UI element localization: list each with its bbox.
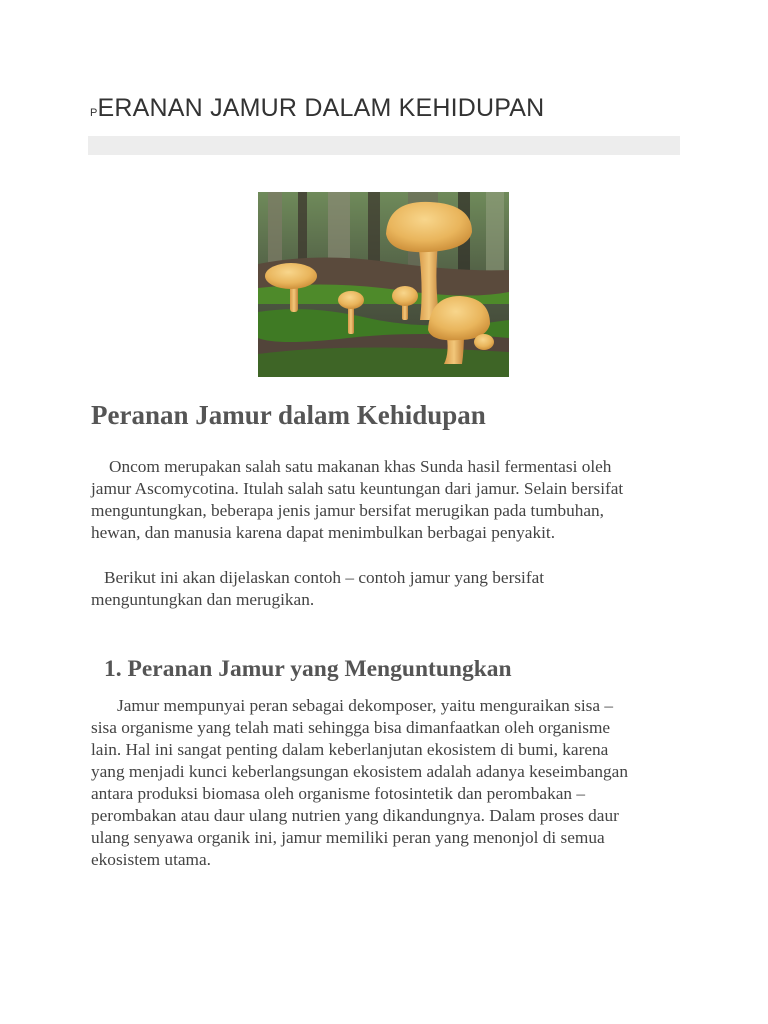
followup-line: menguntungkan dan merugikan. bbox=[91, 590, 315, 609]
section1-paragraph bbox=[91, 695, 691, 871]
followup-line: Berikut ini akan dijelaskan contoh – contoh jamur yang bersifat bbox=[104, 568, 545, 587]
header-divider-bar bbox=[88, 136, 680, 155]
followup-paragraph bbox=[91, 567, 691, 611]
section1-line: antara produksi biomasa oleh organisme fotosintetik dan perombakan – bbox=[91, 784, 585, 803]
section1-line: Jamur mempunyai peran sebagai dekomposer, yaitu menguraikan sisa – bbox=[117, 696, 614, 715]
section1-line: ulang senyawa organik ini, jamur memiliki peran yang menonjol di semua bbox=[91, 828, 605, 847]
intro-line: Oncom merupakan salah satu makanan khas Sunda hasil fermentasi oleh bbox=[109, 457, 612, 476]
section-heading: 1. Peranan Jamur yang Menguntungkan bbox=[104, 656, 512, 682]
section1-line: ekosistem utama. bbox=[91, 850, 211, 869]
header-initial: P bbox=[90, 107, 98, 119]
section1-line: perombakan atau daur ulang nutrien yang dikandungnya. Dalam proses daur bbox=[91, 806, 619, 825]
section1-line: sisa organisme yang telah mati sehingga bisa dimanfaatkan oleh organisme bbox=[91, 718, 611, 737]
intro-line: jamur Ascomycotina. Itulah salah satu keuntungan dari jamur. Selain bersifat bbox=[91, 479, 624, 498]
section1-line: yang menjadi kunci keberlangsungan ekosistem adalah adanya keseimbangan bbox=[91, 762, 628, 781]
intro-paragraph bbox=[91, 456, 691, 544]
section1-line: lain. Hal ini sangat penting dalam keberlanjutan ekosistem di bumi, karena bbox=[91, 740, 609, 759]
intro-line: hewan, dan manusia karena dapat menimbulkan berbagai penyakit. bbox=[91, 523, 556, 542]
page-header bbox=[90, 94, 544, 123]
article-title: Peranan Jamur dalam Kehidupan bbox=[91, 400, 486, 430]
mushroom-photo bbox=[258, 192, 509, 377]
intro-line: menguntungkan, beberapa jenis jamur bersifat merugikan pada tumbuhan, bbox=[91, 501, 604, 520]
header-text: ERANAN JAMUR DALAM KEHIDUPAN bbox=[97, 94, 545, 122]
